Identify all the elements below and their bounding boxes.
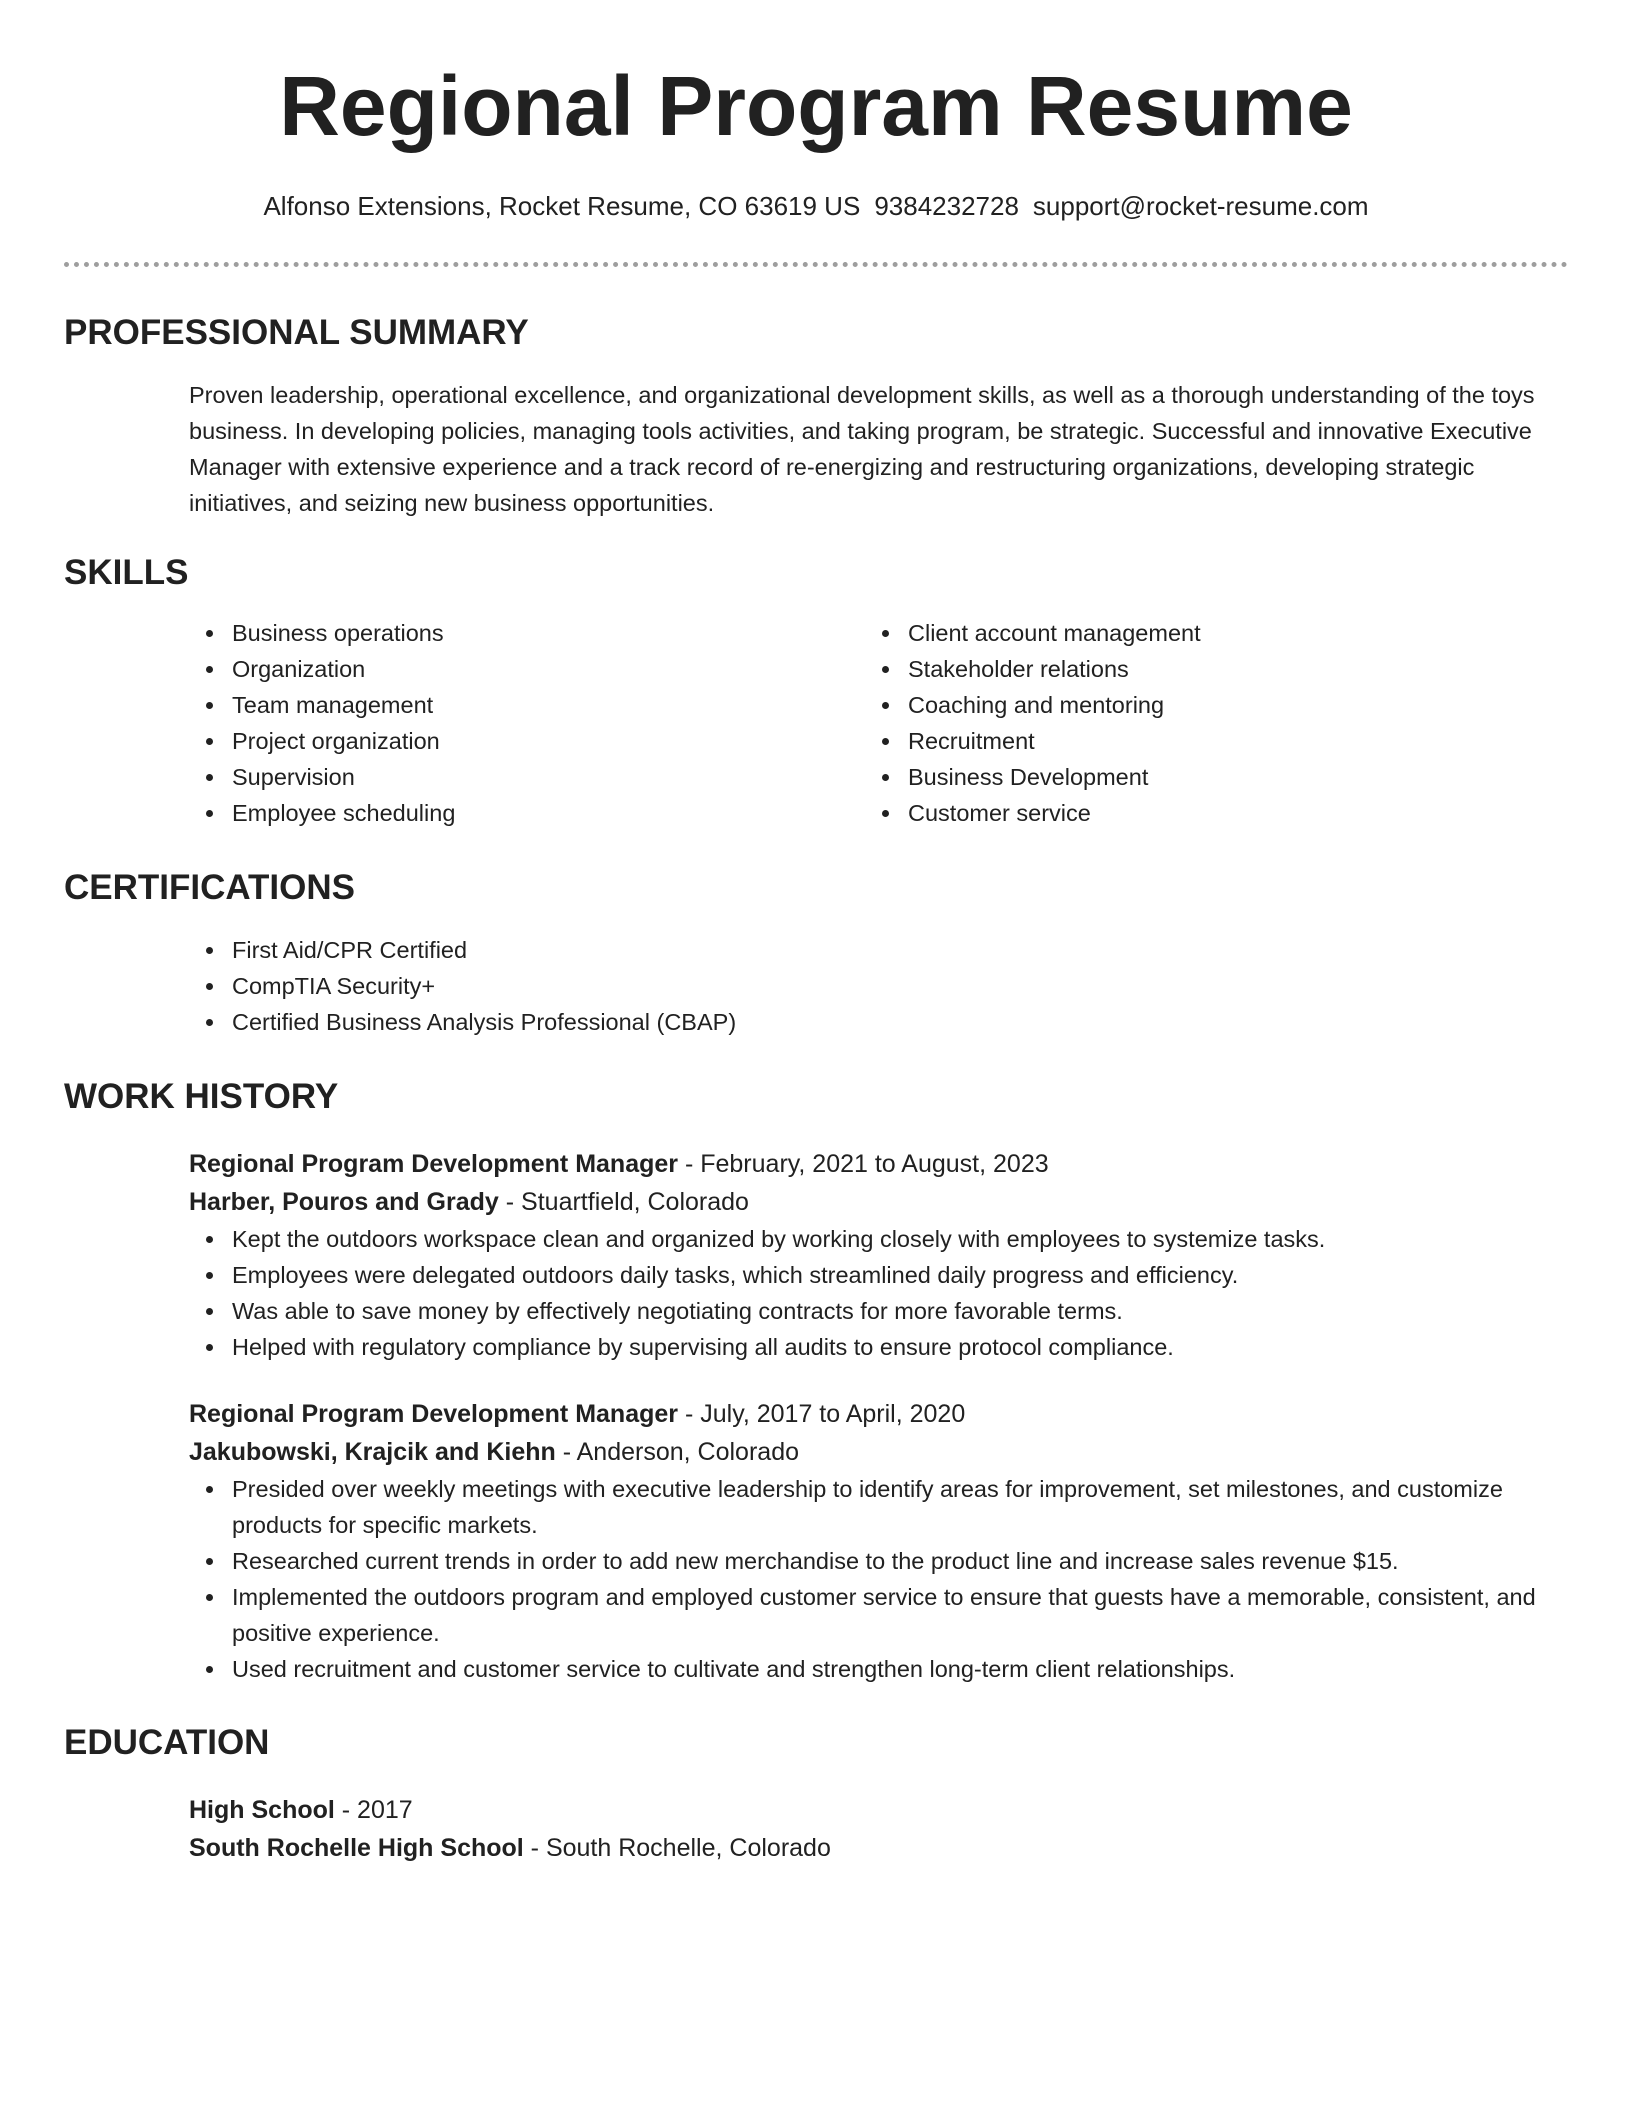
job-location: - Anderson, Colorado <box>555 1438 799 1466</box>
contact-info <box>64 188 1568 224</box>
job-bullet: Kept the outdoors workspace clean and organized by working closely with employees to systemize tasks. <box>189 1221 1568 1257</box>
job-bullet: Helped with regulatory compliance by supervising all audits to ensure protocol compliance. <box>189 1329 1568 1365</box>
certification-item: CompTIA Security+ <box>189 968 1568 1004</box>
job-company: Jakubowski, Krajcik and Kiehn <box>189 1438 556 1466</box>
job-dates: - July, 2017 to April, 2020 <box>678 1400 966 1428</box>
education-heading: EDUCATION <box>64 1723 270 1762</box>
skills-column-right <box>865 615 1541 831</box>
job-bullets <box>189 1221 1568 1365</box>
certifications-list <box>189 932 1568 1040</box>
job-location: - Stuartfield, Colorado <box>498 1188 749 1216</box>
job-bullet: Employees were delegated outdoors daily tasks, which streamlined daily progress and efficiency. <box>189 1257 1568 1293</box>
education-school: South Rochelle High School <box>189 1834 524 1862</box>
job-bullet: Used recruitment and customer service to cultivate and strengthen long-term client relationships. <box>189 1651 1568 1687</box>
contact-email: support@rocket-resume.com <box>1032 191 1369 221</box>
education-year: - 2017 <box>334 1796 413 1824</box>
skill-item: Business operations <box>189 615 865 651</box>
skill-item: Team management <box>189 687 865 723</box>
header-divider <box>64 262 1568 267</box>
summary-text: Proven leadership, operational excellence, and organizational development skills, as well as a thorough understanding of the toys business. In developing policies, managing tools activities, and taking program, be strategic. Successful and innovative Executive Manager with extensive experience and a track record of re-energizing and restructuring organizations, developing strategic initiatives, and seizing new business opportunities. <box>189 382 1535 516</box>
skill-item: Stakeholder relations <box>865 651 1541 687</box>
job-bullet: Presided over weekly meetings with executive leadership to identify areas for improvement, set milestones, and customize products for specific markets. <box>189 1471 1568 1543</box>
contact-phone: 9384232728 <box>874 191 1019 221</box>
certification-item: Certified Business Analysis Professional (CBAP) <box>189 1004 1568 1040</box>
resume-title: Regional Program Resume <box>279 59 1353 153</box>
skill-item: Recruitment <box>865 723 1541 759</box>
job-dates: - February, 2021 to August, 2023 <box>678 1150 1049 1178</box>
skill-item: Client account management <box>865 615 1541 651</box>
job-entry <box>189 1145 1568 1365</box>
job-entry <box>189 1395 1568 1687</box>
job-company-line <box>189 1183 1568 1221</box>
skills-column-left <box>189 615 865 831</box>
education-degree-line <box>189 1791 1568 1829</box>
skill-item: Coaching and mentoring <box>865 687 1541 723</box>
education-entry <box>189 1791 1568 1867</box>
certifications-heading: CERTIFICATIONS <box>64 868 356 907</box>
job-bullet: Implemented the outdoors program and employed customer service to ensure that guests have a memorable, consistent, and positive experience. <box>189 1579 1568 1651</box>
education-degree: High School <box>189 1796 335 1824</box>
education-school-line <box>189 1829 1568 1867</box>
skill-item: Project organization <box>189 723 865 759</box>
skill-item: Business Development <box>865 759 1541 795</box>
summary-heading: PROFESSIONAL SUMMARY <box>64 313 529 352</box>
job-title: Regional Program Development Manager <box>189 1150 679 1178</box>
job-title-line <box>189 1145 1568 1183</box>
job-title-line <box>189 1395 1568 1433</box>
skill-item: Employee scheduling <box>189 795 865 831</box>
skill-item: Customer service <box>865 795 1541 831</box>
job-bullet: Was able to save money by effectively negotiating contracts for more favorable terms. <box>189 1293 1568 1329</box>
skills-heading: SKILLS <box>64 553 189 592</box>
skill-item: Organization <box>189 651 865 687</box>
job-company-line <box>189 1433 1568 1471</box>
skills-list <box>189 615 1568 831</box>
job-title: Regional Program Development Manager <box>189 1400 679 1428</box>
job-bullet: Researched current trends in order to add new merchandise to the product line and increase sales revenue $15. <box>189 1543 1568 1579</box>
job-company: Harber, Pouros and Grady <box>189 1188 499 1216</box>
certification-item: First Aid/CPR Certified <box>189 932 1568 968</box>
work-history-heading: WORK HISTORY <box>64 1077 339 1116</box>
contact-address: Alfonso Extensions, Rocket Resume, CO 63619 US <box>263 191 861 221</box>
skill-item: Supervision <box>189 759 865 795</box>
job-bullets <box>189 1471 1568 1687</box>
education-location: - South Rochelle, Colorado <box>523 1834 831 1862</box>
